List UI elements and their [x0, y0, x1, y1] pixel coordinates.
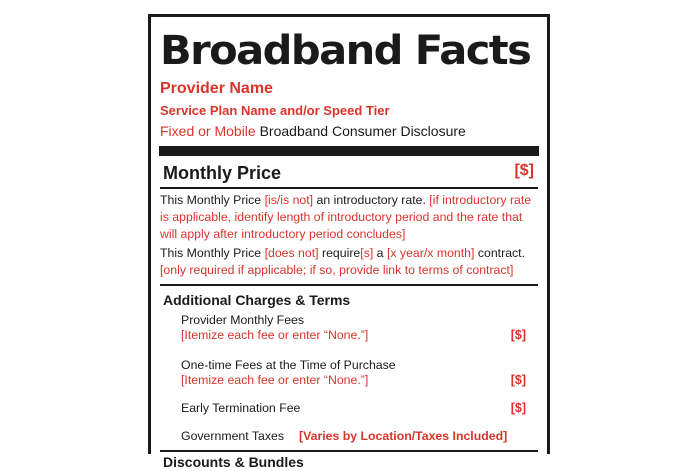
contract-placeholder-1: [does not]: [264, 246, 319, 260]
label-title: Broadband Facts: [160, 28, 531, 74]
government-taxes-value: [Varies by Location/Taxes Included]: [298, 429, 508, 443]
intro-placeholder-1: [is/is not]: [264, 193, 314, 207]
intro-text-1: This Monthly Price: [160, 193, 265, 207]
discounts-divider: [160, 450, 538, 452]
government-taxes-label: Government Taxes: [181, 429, 284, 443]
service-plan-name: Service Plan Name and/or Speed Tier: [160, 103, 390, 118]
early-termination-label: Early Termination Fee: [181, 401, 301, 415]
monthly-price-row: [160, 162, 538, 184]
intro-text-2: an introductory rate.: [313, 193, 430, 207]
contract-text-3: a: [373, 246, 387, 260]
provider-fees-row: [160, 313, 538, 343]
provider-fees-price: [$]: [510, 328, 526, 342]
contract-paragraph: [160, 245, 538, 279]
onetime-fees-price: [$]: [510, 373, 526, 387]
early-termination-price: [$]: [510, 401, 526, 415]
intro-placeholder-2: [if introductory rate is applicable, identify length of introductory period and the rate that will apply after introductory period concludes]: [160, 193, 532, 241]
monthly-divider: [160, 187, 538, 189]
onetime-fees-label: One-time Fees at the Time of Purchase: [181, 358, 396, 372]
monthly-price-heading: Monthly Price: [163, 163, 282, 183]
additional-charges-heading: Additional Charges & Terms: [163, 292, 351, 308]
disclosure-type: Fixed or Mobile: [160, 123, 256, 139]
provider-fees-note: [Itemize each fee or enter “None.”]: [181, 328, 369, 342]
disclosure-line: [160, 123, 538, 140]
provider-fees-text: [181, 313, 368, 343]
contract-placeholder-3: [x year/x month]: [386, 246, 475, 260]
monthly-price-value: [$]: [514, 162, 534, 179]
discounts-heading: Discounts & Bundles: [163, 454, 304, 470]
onetime-fees-note: [Itemize each fee or enter “None.”]: [181, 373, 369, 387]
government-taxes-row: [160, 429, 538, 444]
contract-text-2: require: [318, 246, 361, 260]
broadband-facts-label: [148, 14, 550, 470]
contract-placeholder-2: [s]: [360, 246, 374, 260]
onetime-fees-text: [181, 358, 396, 388]
additional-divider: [160, 284, 538, 286]
contract-text-4: contract.: [474, 246, 526, 260]
thick-divider: [159, 146, 539, 156]
provider-fees-label: Provider Monthly Fees: [181, 313, 305, 327]
onetime-fees-row: [160, 358, 538, 388]
intro-rate-paragraph: [160, 192, 538, 243]
contract-text-1: This Monthly Price: [160, 246, 265, 260]
contract-placeholder-4: [only required if applicable; if so, provide link to terms of contract]: [160, 263, 514, 277]
provider-name: Provider Name: [160, 80, 273, 97]
early-termination-row: [160, 401, 538, 416]
disclosure-text: Broadband Consumer Disclosure: [255, 123, 466, 139]
